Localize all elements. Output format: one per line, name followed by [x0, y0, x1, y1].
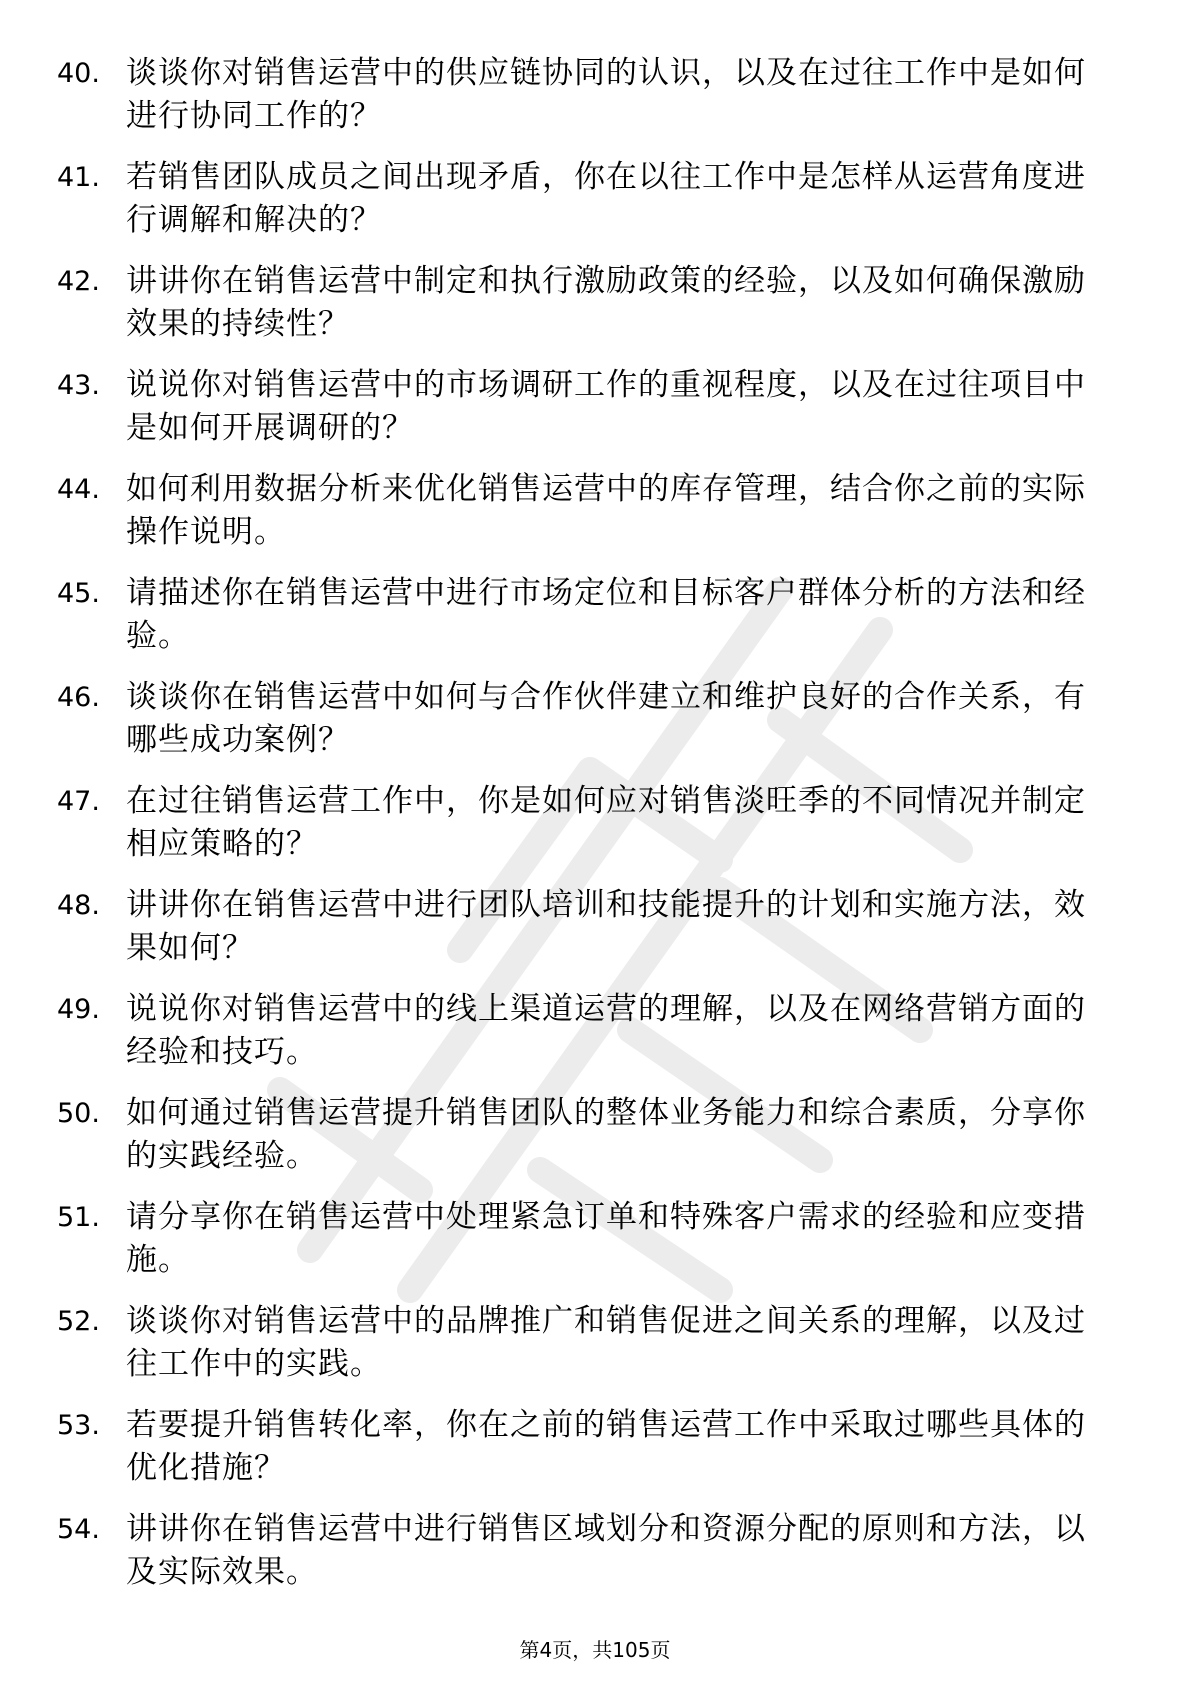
question-number: 41. — [57, 162, 100, 193]
list-item — [0, 1504, 1190, 1608]
question-number: 42. — [57, 266, 100, 297]
question-number: 47. — [57, 786, 100, 817]
question-text: 谈谈你对销售运营中的供应链协同的认识，以及在过往工作中是如何进行协同工作的？ — [126, 55, 1086, 134]
list-item — [0, 152, 1190, 256]
question-number: 53. — [57, 1410, 100, 1441]
list-item — [0, 568, 1190, 672]
question-text: 说说你对销售运营中的线上渠道运营的理解，以及在网络营销方面的经验和技巧。 — [126, 991, 1086, 1070]
question-text: 请分享你在销售运营中处理紧急订单和特殊客户需求的经验和应变措施。 — [126, 1199, 1086, 1278]
list-item — [0, 880, 1190, 984]
question-number: 46. — [57, 682, 100, 713]
question-text: 在过往销售运营工作中，你是如何应对销售淡旺季的不同情况并制定相应策略的？ — [126, 783, 1086, 862]
question-text: 谈谈你在销售运营中如何与合作伙伴建立和维护良好的合作关系，有哪些成功案例？ — [126, 679, 1086, 758]
question-number: 43. — [57, 370, 100, 401]
list-item — [0, 464, 1190, 568]
question-number: 44. — [57, 474, 100, 505]
list-item — [0, 984, 1190, 1088]
list-item — [0, 360, 1190, 464]
question-number: 45. — [57, 578, 100, 609]
question-text: 谈谈你对销售运营中的品牌推广和销售促进之间关系的理解，以及过往工作中的实践。 — [126, 1303, 1086, 1382]
question-text: 讲讲你在销售运营中进行团队培训和技能提升的计划和实施方法，效果如何？ — [126, 887, 1086, 966]
question-number: 50. — [57, 1098, 100, 1129]
list-item — [0, 776, 1190, 880]
list-item — [0, 1400, 1190, 1504]
question-text: 如何通过销售运营提升销售团队的整体业务能力和综合素质，分享你的实践经验。 — [126, 1095, 1086, 1174]
question-text: 若销售团队成员之间出现矛盾，你在以往工作中是怎样从运营角度进行调解和解决的？ — [126, 159, 1086, 238]
question-number: 54. — [57, 1514, 100, 1545]
list-item — [0, 48, 1190, 152]
question-text: 讲讲你在销售运营中进行销售区域划分和资源分配的原则和方法，以及实际效果。 — [126, 1511, 1086, 1590]
question-number: 48. — [57, 890, 100, 921]
question-text: 如何利用数据分析来优化销售运营中的库存管理，结合你之前的实际操作说明。 — [126, 471, 1086, 550]
list-item — [0, 672, 1190, 776]
page-number: 第4页，共105页 — [519, 1638, 671, 1662]
question-text: 说说你对销售运营中的市场调研工作的重视程度，以及在过往项目中是如何开展调研的？ — [126, 367, 1086, 446]
list-item — [0, 1296, 1190, 1400]
question-list — [0, 48, 1190, 1608]
list-item — [0, 1088, 1190, 1192]
question-number: 52. — [57, 1306, 100, 1337]
question-text: 讲讲你在销售运营中制定和执行激励政策的经验，以及如何确保激励效果的持续性？ — [126, 263, 1086, 342]
question-number: 49. — [57, 994, 100, 1025]
question-number: 51. — [57, 1202, 100, 1233]
question-text: 若要提升销售转化率，你在之前的销售运营工作中采取过哪些具体的优化措施？ — [126, 1407, 1086, 1486]
list-item — [0, 1192, 1190, 1296]
list-item — [0, 256, 1190, 360]
question-number: 40. — [57, 58, 100, 89]
question-text: 请描述你在销售运营中进行市场定位和目标客户群体分析的方法和经验。 — [126, 575, 1086, 654]
